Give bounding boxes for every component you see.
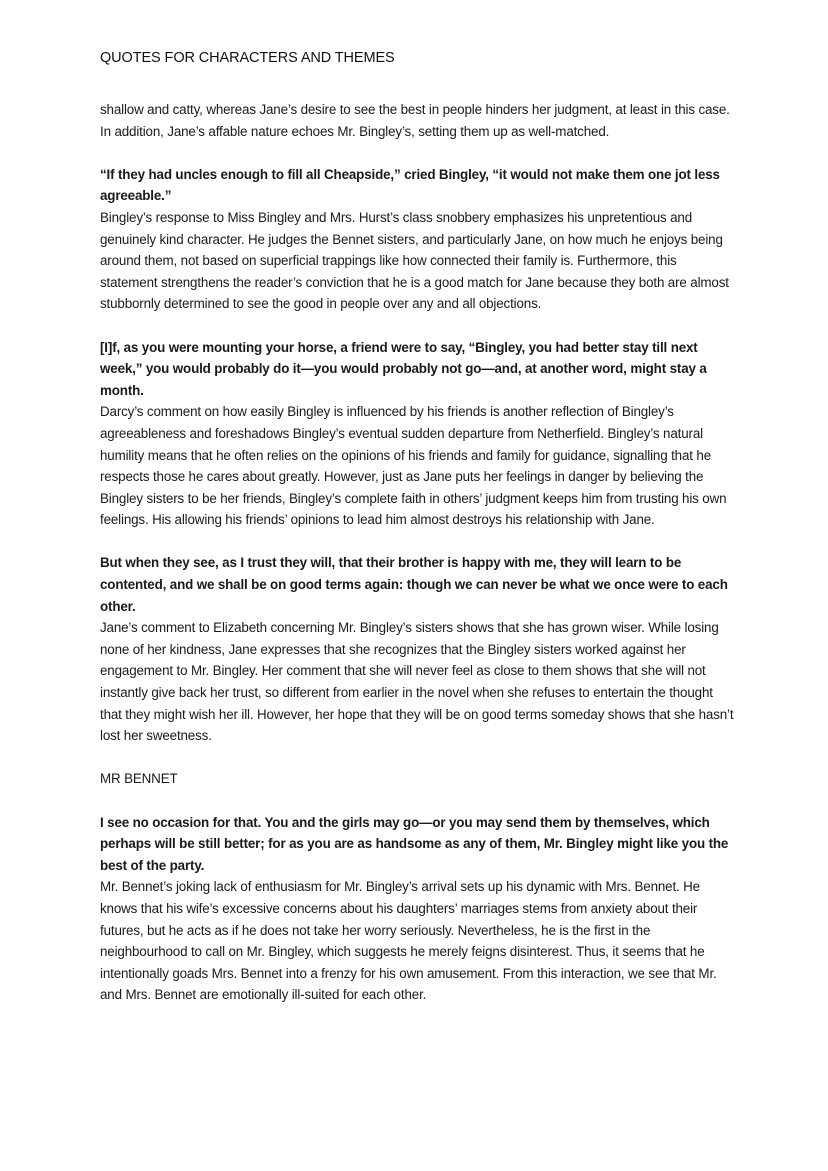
- analysis-text: Mr. Bennet’s joking lack of enthusiasm for Mr. Bingley’s arrival sets up his dynamic with Mrs. Bennet. He knows that his wife’s excessive concerns about his daughters’ marriages stems from anxiety about their futures, but he acts as if he does not take her worry seriously. Nevertheless, he is the first in the neighbourhood to call on Mr. Bingley, which suggests he merely feigns disinterest. Thus, it seems that he intentionally goads Mrs. Bennet into a frenzy for his own amusement. From this interaction, we see that Mr. and Mrs. Bennet are emotionally ill-suited for each other.: [100, 879, 717, 1003]
- analysis-text: Jane’s comment to Elizabeth concerning Mr. Bingley’s sisters shows that she has grown wiser. While losing none of her kindness, Jane expresses that she recognizes that the Bingley sisters worked against her engagement to Mr. Bingley. Her comment that she will never feel as close to them shows that she will not instantly give back her trust, so different from earlier in the novel when she refuses to entertain the thought that they might wish her ill. However, her hope that they will be on good terms someday shows that she hasn’t lost her sweetness.: [100, 620, 734, 744]
- page-header-title: QUOTES FOR CHARACTERS AND THEMES: [100, 50, 395, 66]
- document-body: [100, 99, 734, 1028]
- quote-entry: [100, 812, 734, 1006]
- quote-entry: [100, 164, 734, 315]
- analysis-text: Darcy’s comment on how easily Bingley is influenced by his friends is another reflection of Bingley’s agreeableness and foreshadows Bingley’s eventual sudden departure from Netherfield. Bingley’s natural humility means that he often relies on the opinions of his friends and family for guidance, signalling that he respects those he cares about greatly. However, just as Jane puts her feelings in danger by believing the Bingley sisters to be her friends, Bingley’s complete faith in others’ judgment keeps him from trusting his own feelings. His allowing his friends’ opinions to lead him almost destroys his relationship with Jane.: [100, 404, 727, 528]
- section-heading-mr-bennet: MR BENNET: [100, 771, 178, 787]
- continuation-paragraph: shallow and catty, whereas Jane’s desire to see the best in people hinders her judgment, at least in this case. In addition, Jane’s affable nature echoes Mr. Bingley’s, setting them up as well-matched.: [100, 102, 730, 139]
- quote-entry: [100, 552, 734, 746]
- quote-text: “If they had uncles enough to fill all Cheapside,” cried Bingley, “it would not make them one jot less agreeable.”: [100, 166, 720, 204]
- analysis-text: Bingley’s response to Miss Bingley and Mrs. Hurst’s class snobbery emphasizes his unpretentious and genuinely kind character. He judges the Bennet sisters, and particularly Jane, on how much he enjoys being around them, not based on superficial trappings like how connected their family is. Furthermore, this statement strengthens the reader’s conviction that he is a good match for Jane because they both are almost stubbornly determined to see the good in people over any and all objections.: [100, 209, 729, 312]
- quote-entry: [100, 337, 734, 531]
- quote-text: [I]f, as you were mounting your horse, a friend were to say, “Bingley, you had better stay till next week,” you would probably do it—you would probably not go—and, at another word, might stay a month.: [100, 339, 707, 398]
- quote-text: I see no occasion for that. You and the girls may go—or you may send them by themselves, which perhaps will be still better; for as you are as handsome as any of them, Mr. Bingley might like you the best of the party.: [100, 814, 729, 873]
- quote-text: But when they see, as I trust they will, that their brother is happy with me, they will learn to be contented, and we shall be on good terms again: though we can never be what we once were to each other.: [100, 555, 728, 614]
